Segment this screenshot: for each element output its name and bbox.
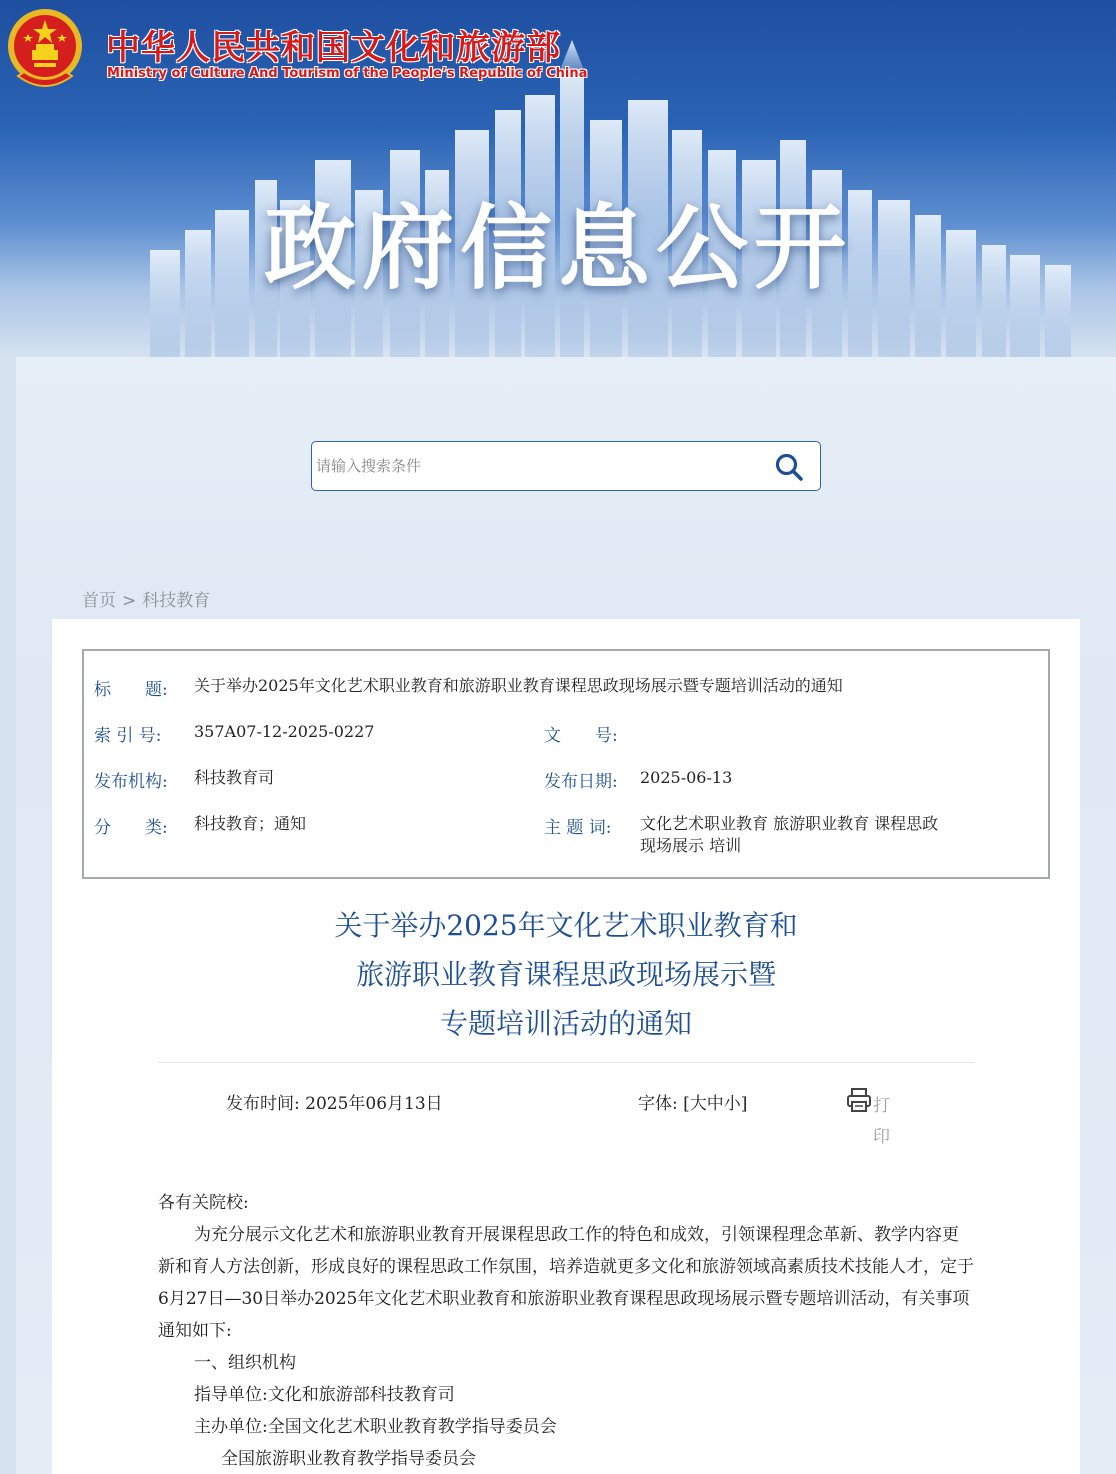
publish-time xyxy=(226,1089,443,1114)
banner-title: 政府信息公开 xyxy=(263,195,852,302)
host-unit: 主办单位:全国文化艺术职业教育教学指导委员会 xyxy=(194,1417,557,1437)
breadcrumb-current-link[interactable]: 科技教育 xyxy=(142,591,211,611)
article-title-line: 旅游职业教育课程思政现场展示暨 xyxy=(355,958,776,991)
print-button[interactable] xyxy=(846,1087,896,1147)
article-title xyxy=(52,901,1080,1048)
body-paragraph: 为充分展示文化艺术和旅游职业教育开展课程思政工作的特色和成效，引领课程理念革新、教学内容更新和育人方法创新，形成良好的课程思政工作氛围，培养造就更多文化和旅游领域高素质技术技能人才，定于6月27日—30日举办2025年文化艺术职业教育和旅游职业教育课程思政现场展示暨专题培训活动，有关事项通知如下: xyxy=(158,1225,974,1341)
article-title-line: 专题培训活动的通知 xyxy=(439,1007,692,1040)
meta-date-value: 2025-06-13 xyxy=(640,768,733,787)
meta-index-label: 索 引 号: xyxy=(94,726,162,746)
font-size-label: 字体: xyxy=(638,1094,678,1114)
article-panel xyxy=(52,619,1080,1474)
title-divider xyxy=(158,1062,974,1063)
ministry-name-en: Ministry of Culture And Tourism of the People’s Republic of China xyxy=(107,66,588,81)
publish-time-label: 发布时间: xyxy=(226,1094,300,1114)
printer-icon xyxy=(846,1087,872,1113)
article-body xyxy=(158,1187,974,1474)
search-input[interactable] xyxy=(316,444,756,488)
meta-org-value: 科技教育司 xyxy=(194,768,275,787)
meta-index-value: 357A07-12-2025-0227 xyxy=(194,722,375,741)
font-large-button[interactable]: 大 xyxy=(689,1094,707,1114)
meta-topic-label: 主 题 词: xyxy=(544,818,612,838)
search-icon[interactable] xyxy=(774,452,804,482)
section-heading: 一、组织机构 xyxy=(194,1353,296,1373)
header-banner xyxy=(0,0,1116,360)
national-emblem-icon xyxy=(6,6,84,90)
print-label: 打印 xyxy=(873,1096,890,1147)
meta-date-label: 发布日期: xyxy=(544,772,618,792)
breadcrumb-separator: > xyxy=(122,591,137,611)
breadcrumb xyxy=(82,586,210,611)
font-size-control xyxy=(638,1089,747,1114)
meta-docno-label: 文 号: xyxy=(544,726,618,746)
meta-org-label: 发布机构: xyxy=(94,772,168,792)
article-title-line: 关于举办2025年文化艺术职业教育和 xyxy=(334,909,798,942)
host-unit-2: 全国旅游职业教育教学指导委员会 xyxy=(221,1449,476,1469)
font-bracket-open: [ xyxy=(683,1094,690,1114)
meta-title-label: 标 题: xyxy=(94,680,168,700)
publish-time-value: 2025年06月13日 xyxy=(305,1094,443,1114)
meta-topic-line2: 现场展示 培训 xyxy=(640,836,742,855)
search-box xyxy=(311,441,821,491)
document-meta-table xyxy=(82,649,1050,879)
meta-topic-line1: 文化艺术职业教育 旅游职业教育 课程思政 xyxy=(640,814,939,833)
meta-title-value: 关于举办2025年文化艺术职业教育和旅游职业教育课程思政现场展示暨专题培训活动的通知 xyxy=(194,676,843,695)
ministry-name-cn: 中华人民共和国文化和旅游部 xyxy=(106,28,561,68)
font-bracket-close: ] xyxy=(740,1094,748,1114)
salutation: 各有关院校: xyxy=(158,1193,249,1213)
font-medium-button[interactable]: 中 xyxy=(706,1094,724,1114)
breadcrumb-home-link[interactable]: 首页 xyxy=(82,591,116,611)
meta-category-label: 分 类: xyxy=(94,818,168,838)
guide-unit: 指导单位:文化和旅游部科技教育司 xyxy=(194,1385,455,1405)
meta-category-value: 科技教育；通知 xyxy=(194,814,307,833)
font-small-button[interactable]: 小 xyxy=(723,1094,741,1114)
